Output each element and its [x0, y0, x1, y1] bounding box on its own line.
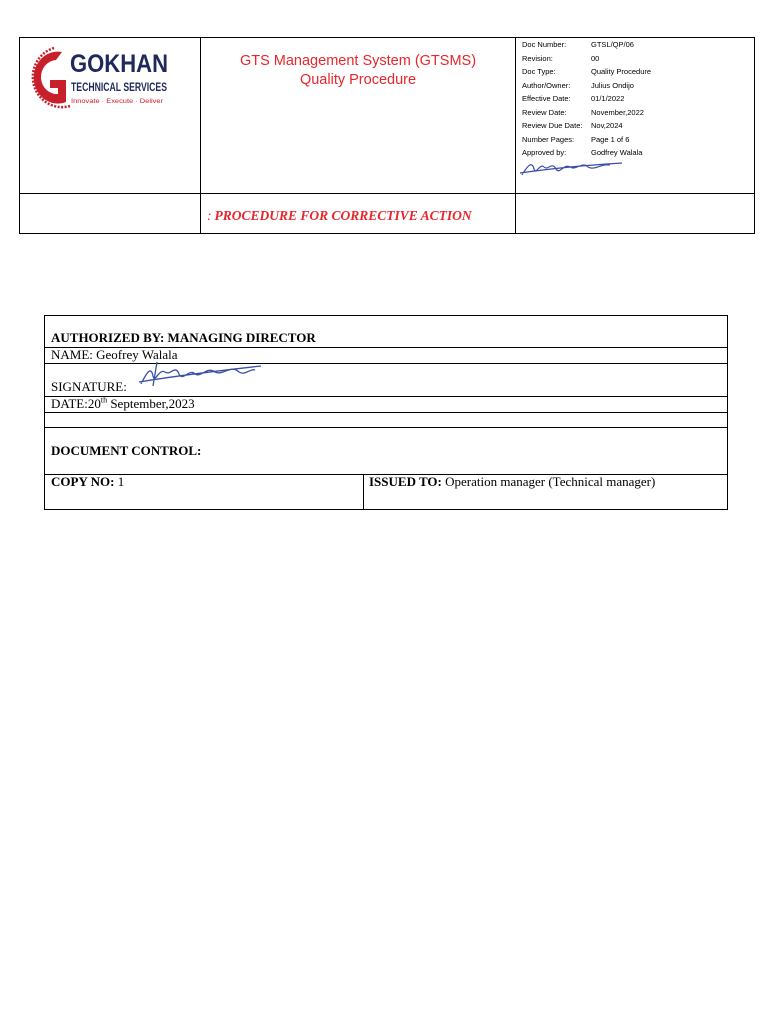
procedure-title: : PROCEDURE FOR CORRECTIVE ACTION: [207, 208, 472, 223]
table-divider: [45, 427, 727, 428]
header-divider: [515, 38, 516, 233]
meta-row: Effective Date: 01/1/2022: [522, 94, 625, 103]
document-control-heading: DOCUMENT CONTROL:: [51, 443, 202, 458]
company-logo: [24, 40, 174, 116]
meta-row: Author/Owner: Julius Ondijo: [522, 80, 634, 90]
logo-brand-bottom: TECHNICAL SERVICES: [71, 80, 167, 94]
system-title-line2: Quality Procedure: [299, 72, 417, 88]
meta-row: Number Pages: Page 1 of 6: [522, 134, 630, 144]
issued-to-cell: ISSUED TO: Operation manager (Technical manager): [369, 474, 656, 489]
logo-g-emblem: [33, 48, 70, 107]
meta-row: Review Date: November,2022: [522, 107, 644, 117]
system-title: [201, 52, 515, 90]
procedure-title-text: PROCEDURE FOR CORRECTIVE ACTION: [214, 208, 472, 223]
table-divider: [45, 412, 727, 413]
approver-signature: [518, 155, 628, 181]
meta-row: Revision: 00: [522, 53, 600, 63]
meta-row: Doc Number: GTSL/QP/06: [522, 40, 634, 49]
logo-brand-top: GOKHAN: [70, 50, 168, 78]
header-divider: [20, 193, 754, 194]
logo-tagline: Innovate · Execute · Deliver: [71, 99, 163, 105]
authorized-by-row: AUTHORIZED BY: MANAGING DIRECTOR: [51, 330, 316, 345]
date-row: DATE:20th September,2023: [51, 395, 195, 411]
meta-row: Approved by: Godfrey Walala: [522, 148, 643, 157]
meta-row: Review Due Date: Nov,2024: [522, 121, 623, 130]
table-divider: [363, 474, 364, 509]
managing-director-signature: [135, 360, 265, 390]
document-header-table: [19, 37, 755, 234]
copy-no-cell: COPY NO: 1: [51, 474, 125, 489]
signature-row: SIGNATURE:: [51, 379, 127, 394]
meta-row: Doc Type: Quality Procedure: [522, 67, 652, 76]
system-title-line1: GTS Management System (GTSMS): [239, 53, 477, 69]
name-row: NAME: Geofrey Walala: [51, 347, 178, 362]
document-metadata: [522, 38, 651, 160]
authorization-table: [44, 315, 728, 510]
